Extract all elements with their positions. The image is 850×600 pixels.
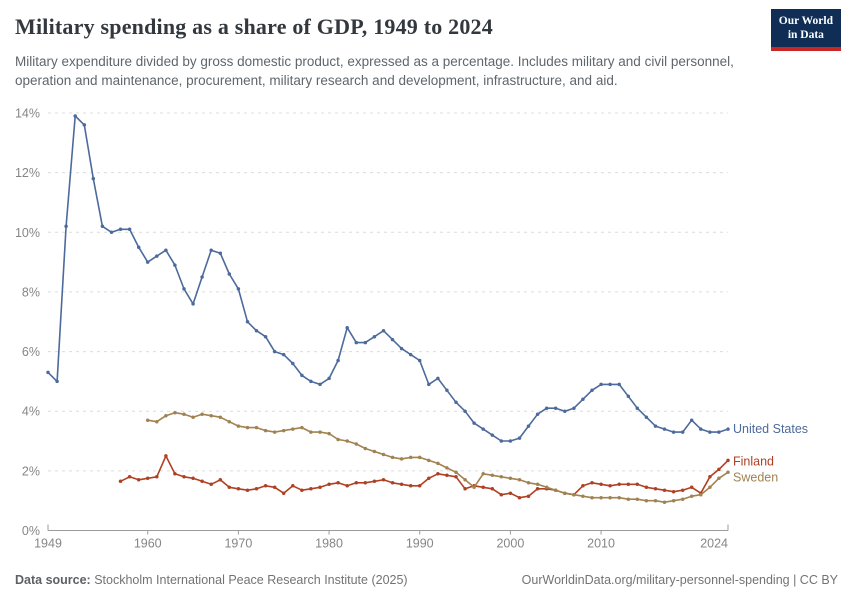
- y-axis-label: 2%: [21, 464, 40, 479]
- data-point: [291, 362, 295, 366]
- data-point: [599, 383, 603, 387]
- data-point: [382, 329, 386, 333]
- data-point: [726, 471, 730, 475]
- data-point: [608, 383, 612, 387]
- data-point: [345, 439, 349, 443]
- data-point: [563, 491, 567, 495]
- data-point: [509, 439, 513, 443]
- data-point: [445, 474, 449, 478]
- data-point: [418, 456, 422, 460]
- data-point: [463, 478, 467, 482]
- data-point: [717, 430, 721, 434]
- data-point: [237, 487, 241, 491]
- data-point: [155, 420, 159, 424]
- data-point: [463, 409, 467, 413]
- series-label-finland: Finland: [733, 454, 774, 469]
- data-point: [491, 433, 495, 437]
- data-point: [164, 454, 168, 458]
- data-point: [219, 251, 223, 255]
- data-point: [355, 481, 359, 485]
- data-point: [627, 395, 631, 399]
- data-point: [318, 430, 322, 434]
- data-point: [427, 383, 431, 387]
- data-point: [345, 326, 349, 330]
- data-point: [209, 483, 213, 487]
- data-point: [409, 353, 413, 357]
- data-point: [663, 488, 667, 492]
- data-point: [146, 418, 150, 422]
- data-point: [509, 477, 513, 481]
- data-point: [645, 499, 649, 503]
- data-point: [481, 472, 485, 476]
- data-point: [590, 389, 594, 393]
- data-point: [164, 248, 168, 252]
- data-point: [436, 462, 440, 466]
- data-point: [445, 389, 449, 393]
- data-point: [481, 427, 485, 431]
- data-point: [146, 477, 150, 481]
- data-source-value: Stockholm International Peace Research Institute (2025): [94, 573, 408, 587]
- data-point: [581, 398, 585, 402]
- data-point: [590, 481, 594, 485]
- data-point: [246, 426, 250, 430]
- data-point: [472, 486, 476, 490]
- data-point: [491, 474, 495, 478]
- x-axis-label: 1980: [315, 536, 343, 551]
- data-point: [291, 484, 295, 488]
- y-axis-label: 10%: [14, 225, 40, 240]
- chart-subtitle: Military expenditure divided by gross domestic product, expressed as a percentage. Includes military and civil personnel, operation and maintenance, procurement, military research and development, infrastructure, and aid.: [15, 54, 734, 89]
- data-point: [282, 353, 286, 357]
- data-point: [500, 475, 504, 479]
- data-point: [708, 475, 712, 479]
- data-point: [64, 225, 68, 229]
- data-point: [454, 471, 458, 475]
- data-point: [581, 484, 585, 488]
- data-point: [690, 486, 694, 490]
- x-axis-label: 1949: [34, 536, 62, 551]
- data-point: [518, 478, 522, 482]
- data-point: [182, 475, 186, 479]
- data-point: [391, 456, 395, 460]
- data-point: [708, 430, 712, 434]
- data-point: [663, 427, 667, 431]
- series-label-sweden: Sweden: [733, 470, 779, 485]
- data-point: [400, 457, 404, 461]
- data-point: [282, 491, 286, 495]
- data-point: [391, 338, 395, 342]
- x-axis-label: 2000: [496, 536, 525, 551]
- data-point: [173, 411, 177, 415]
- data-point: [200, 275, 204, 279]
- chart-footer: [15, 573, 838, 587]
- data-point: [563, 409, 567, 413]
- data-point: [617, 483, 621, 487]
- series-line-united-states: [48, 116, 728, 441]
- data-point: [182, 412, 186, 416]
- data-point: [255, 329, 259, 333]
- credit-link[interactable]: OurWorldinData.org/military-personnel-spending | CC BY: [521, 573, 838, 587]
- data-source: [15, 573, 408, 587]
- data-point: [645, 486, 649, 490]
- data-point: [191, 302, 195, 306]
- data-point: [391, 481, 395, 485]
- data-point: [509, 491, 513, 495]
- data-point: [237, 287, 241, 291]
- data-point: [345, 484, 349, 488]
- data-point: [672, 430, 676, 434]
- data-point: [645, 415, 649, 419]
- data-point: [681, 488, 685, 492]
- series-line-finland: [121, 456, 729, 498]
- data-point: [264, 484, 268, 488]
- data-point: [246, 320, 250, 324]
- data-point: [382, 453, 386, 457]
- data-point: [708, 486, 712, 490]
- data-point: [309, 487, 313, 491]
- data-point: [327, 432, 331, 436]
- data-point: [545, 486, 549, 490]
- series-label-united-states: United States: [733, 422, 809, 437]
- data-point: [681, 497, 685, 501]
- data-point: [527, 481, 531, 485]
- data-point: [318, 486, 322, 490]
- data-point: [427, 459, 431, 463]
- data-point: [273, 486, 277, 490]
- x-axis-label: 1960: [133, 536, 162, 551]
- data-point: [454, 475, 458, 479]
- owid-logo-line2: in Data: [787, 28, 824, 41]
- data-point: [119, 480, 123, 484]
- data-point: [400, 347, 404, 351]
- data-point: [636, 406, 640, 410]
- data-point: [527, 424, 531, 428]
- data-point: [554, 406, 558, 410]
- data-point: [382, 478, 386, 482]
- data-point: [273, 350, 277, 354]
- data-point: [418, 484, 422, 488]
- data-point: [92, 177, 96, 181]
- data-point: [590, 496, 594, 500]
- data-point: [454, 401, 458, 405]
- data-point: [599, 496, 603, 500]
- data-point: [327, 483, 331, 487]
- data-point: [690, 494, 694, 498]
- data-point: [137, 478, 141, 482]
- data-point: [128, 475, 132, 479]
- data-point: [608, 496, 612, 500]
- data-point: [373, 480, 377, 484]
- data-point: [617, 496, 621, 500]
- data-point: [182, 287, 186, 291]
- data-point: [527, 494, 531, 498]
- data-point: [119, 228, 123, 232]
- data-point: [654, 499, 658, 503]
- data-point: [355, 341, 359, 345]
- data-point: [336, 359, 340, 363]
- data-point: [101, 225, 105, 229]
- data-source-label: Data source:: [15, 573, 91, 587]
- data-point: [110, 231, 114, 235]
- data-point: [237, 424, 241, 428]
- data-point: [228, 420, 232, 424]
- data-point: [128, 228, 132, 232]
- data-point: [409, 484, 413, 488]
- data-point: [572, 493, 576, 497]
- data-point: [46, 371, 50, 375]
- data-point: [717, 468, 721, 472]
- data-point: [518, 436, 522, 440]
- data-point: [726, 427, 730, 431]
- data-point: [200, 412, 204, 416]
- data-point: [436, 377, 440, 381]
- data-point: [300, 374, 304, 378]
- data-point: [599, 483, 603, 487]
- data-point: [191, 415, 195, 419]
- data-point: [300, 426, 304, 430]
- data-point: [672, 490, 676, 494]
- data-point: [373, 450, 377, 454]
- data-point: [672, 499, 676, 503]
- data-point: [572, 406, 576, 410]
- data-point: [545, 406, 549, 410]
- data-point: [617, 383, 621, 387]
- data-point: [327, 377, 331, 381]
- data-point: [264, 429, 268, 433]
- data-point: [409, 456, 413, 460]
- data-point: [273, 430, 277, 434]
- data-point: [445, 466, 449, 470]
- data-point: [436, 472, 440, 476]
- data-point: [418, 359, 422, 363]
- data-point: [699, 427, 703, 431]
- x-axis-label: 1990: [405, 536, 434, 551]
- data-point: [627, 483, 631, 487]
- y-axis-label: 6%: [21, 345, 40, 360]
- data-point: [373, 335, 377, 339]
- data-point: [636, 497, 640, 501]
- data-point: [654, 424, 658, 428]
- data-point: [663, 500, 667, 504]
- data-point: [536, 487, 540, 491]
- data-point: [355, 442, 359, 446]
- page-title: Military spending as a share of GDP, 1949 to 2024: [15, 14, 493, 39]
- data-point: [191, 477, 195, 481]
- data-point: [500, 493, 504, 497]
- data-point: [726, 459, 730, 463]
- data-point: [291, 427, 295, 431]
- data-point: [137, 245, 141, 249]
- data-point: [481, 486, 485, 490]
- data-point: [309, 430, 313, 434]
- data-point: [155, 475, 159, 479]
- data-point: [364, 447, 368, 451]
- data-point: [200, 480, 204, 484]
- y-axis-label: 4%: [21, 404, 40, 419]
- data-point: [554, 488, 558, 492]
- data-point: [364, 481, 368, 485]
- data-point: [536, 412, 540, 416]
- data-point: [491, 487, 495, 491]
- data-point: [228, 272, 232, 276]
- data-point: [209, 248, 213, 252]
- data-point: [627, 497, 631, 501]
- data-point: [228, 486, 232, 490]
- data-point: [699, 493, 703, 497]
- data-point: [318, 383, 322, 387]
- data-point: [219, 478, 223, 482]
- data-point: [636, 483, 640, 487]
- owid-logo-line1: Our World: [778, 15, 833, 27]
- data-point: [427, 477, 431, 481]
- data-point: [463, 487, 467, 491]
- data-point: [146, 260, 150, 264]
- data-point: [681, 430, 685, 434]
- y-axis-label: 12%: [14, 166, 40, 181]
- data-point: [173, 472, 177, 476]
- data-point: [581, 494, 585, 498]
- data-point: [518, 496, 522, 500]
- data-point: [336, 438, 340, 442]
- data-point: [173, 263, 177, 267]
- data-point: [282, 429, 286, 433]
- data-point: [717, 477, 721, 481]
- data-point: [164, 414, 168, 418]
- data-point: [209, 414, 213, 418]
- data-point: [690, 418, 694, 422]
- x-axis-label: 2010: [587, 536, 615, 551]
- data-point: [55, 380, 59, 384]
- x-axis-label: 1970: [224, 536, 253, 551]
- data-point: [255, 426, 259, 430]
- data-point: [83, 123, 87, 127]
- data-point: [73, 114, 77, 118]
- y-axis-label: 0%: [21, 524, 40, 538]
- data-point: [255, 487, 259, 491]
- data-point: [364, 341, 368, 345]
- data-point: [219, 415, 223, 419]
- data-point: [472, 421, 476, 425]
- data-point: [654, 487, 658, 491]
- data-point: [500, 439, 504, 443]
- data-point: [264, 335, 268, 339]
- x-axis-label: 2024: [700, 536, 728, 551]
- data-point: [336, 481, 340, 485]
- data-point: [246, 488, 250, 492]
- data-point: [309, 380, 313, 384]
- data-point: [155, 254, 159, 258]
- data-point: [608, 484, 612, 488]
- y-axis-label: 14%: [14, 106, 40, 121]
- y-axis-label: 8%: [21, 285, 40, 300]
- data-point: [300, 488, 304, 492]
- data-point: [400, 483, 404, 487]
- data-point: [536, 483, 540, 487]
